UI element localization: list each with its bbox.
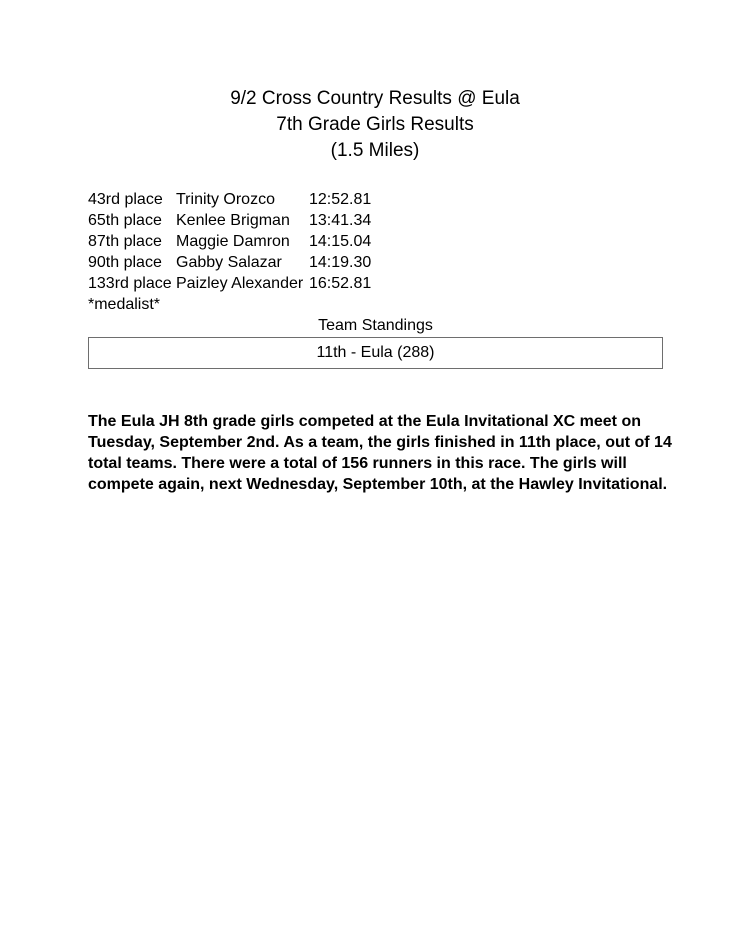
runner-name-cell: Paizley Alexander bbox=[176, 275, 304, 292]
runner-name-cell: Trinity Orozco bbox=[176, 191, 275, 208]
results-table bbox=[88, 189, 389, 294]
place-cell: 65th place bbox=[88, 212, 162, 229]
team-standings-heading: Team Standings bbox=[318, 317, 433, 334]
time-cell: 13:41.34 bbox=[309, 212, 372, 229]
time-cell: 14:15.04 bbox=[309, 233, 372, 250]
table-row bbox=[88, 273, 389, 294]
time-cell: 16:52.81 bbox=[309, 275, 372, 292]
runner-name-cell: Maggie Damron bbox=[176, 233, 290, 250]
team-standings-entry: 11th - Eula (288) bbox=[316, 344, 435, 361]
table-row bbox=[88, 252, 389, 273]
meet-title: 9/2 Cross Country Results @ Eula bbox=[230, 88, 520, 109]
runner-name-cell: Gabby Salazar bbox=[176, 254, 282, 271]
place-cell: 133rd place bbox=[88, 275, 172, 292]
race-distance: (1.5 Miles) bbox=[330, 140, 420, 161]
team-standings-box bbox=[88, 337, 663, 369]
table-row bbox=[88, 210, 389, 231]
time-cell: 14:19.30 bbox=[309, 254, 372, 271]
place-cell: 87th place bbox=[88, 233, 162, 250]
table-row bbox=[88, 189, 389, 210]
summary-paragraph: The Eula JH 8th grade girls competed at the Eula Invitational XC meet on Tuesday, September 2nd. As a team, the girls finished in 11th place, out of 14 total teams. There were a total of 156 runners in this race. The girls will compete again, next Wednesday, September 10th, at the Hawley Invitational. bbox=[88, 413, 672, 493]
time-cell: 12:52.81 bbox=[309, 191, 372, 208]
division-title: 7th Grade Girls Results bbox=[276, 114, 474, 135]
runner-name-cell: Kenlee Brigman bbox=[176, 212, 290, 229]
place-cell: 43rd place bbox=[88, 191, 163, 208]
document-title bbox=[0, 86, 750, 164]
place-cell: 90th place bbox=[88, 254, 162, 271]
table-row bbox=[88, 231, 389, 252]
medalist-note: *medalist* bbox=[88, 296, 161, 313]
